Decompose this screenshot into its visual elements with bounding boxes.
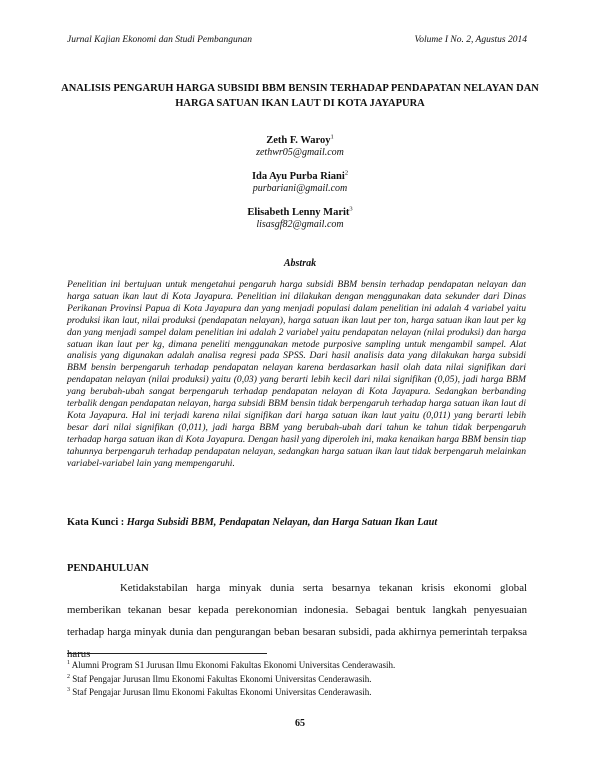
author-affiliation-mark: 2 [344, 169, 349, 177]
footnote-item [67, 685, 537, 699]
author-name: Ida Ayu Purba Riani [251, 171, 345, 182]
author-affiliation-mark: 3 [349, 205, 353, 213]
author-email: lisasgf82@gmail.com [256, 219, 344, 230]
footnotes [67, 658, 537, 699]
author-name: Zeth F. Waroy [266, 135, 331, 146]
footnote-text: Staf Pengajar Jurusan Ilmu Ekonomi Fakultas Ekonomi Universitas Cenderawasih. [72, 673, 372, 684]
author-name: Elisabeth Lenny Marit [247, 207, 350, 218]
footnote-text: Alumni Program S1 Jurusan Ilmu Ekonomi Fakultas Ekonomi Universitas Cenderawasih. [71, 660, 396, 670]
author-email: zethwr05@gmail.com [256, 147, 344, 158]
footnote-item [67, 672, 537, 686]
keywords-label: Kata Kunci : [67, 517, 125, 528]
abstract-text: Penelitian ini bertujuan untuk mengetahui pengaruh harga subsidi BBM bensin terhadap pendapatan nelayan dan harga satuan ikan laut di Kota Jayapura. Penelitian ini dilakukan dengan menggunakan data sekunder dari Dinas Perikanan Provinsi Papua di Kota Jayapura dan yang menjadi populasi dalam penelitian ini adalah 4 variabel yaitu produksi ikan laut, nilai produksi (pendapatan nelayan), harga satuan ikan laut per ton, harga satuan ikan laut per kg dan yang menjadi sampel dalam penelitian ini adalah 2 variabel yaitu pendapatan nelayan (nilai produksi) dan harga satuan ikan laut per kg, dimana peneliti menggunakan metode purposive sampling untuk mengambil sampel. Alat analisis yang digunakan adalah analisa regresi pada SPSS. Dari hasil analisis data yang dilakukan harga subsidi BBM bensin berpengaruh terhadap pendapatan nelayan karena berdasarkan hasil olah data nilai signifikan dari pendapatan nelayan (nilai produksi) yaitu (0,03) yang berarti lebih kecil dari nilai signifikan (0,05), jadi harga BBM yang berubah-ubah sangat berpengaruh terhadap pendapatan nelayan di Kota Jayapura. Sedangkan berbanding terbalik dengan pendapatan nelayan, harga subsidi BBM bensin tidak berpengaruh terhadap harga satuan ikan laut di Kota Jayapura. Hal ini terjadi karena nilai signifikan dari harga satuan ikan laut yaitu (0,011) yang berarti lebih besar dari nilai signifikan (0,011), jadi harga BBM yang berubah-ubah dari tahun ke tahun tidak berpengaruh terhadap harga satuan ikan di Kota Jayapura. Dengan hasil yang diperoleh ini, maka kenaikan harga BBM bensin tiap tahunnya berpengaruh terhadap pendapatan nelayan, sedangkan harga satuan ikan laut tidak berpengaruh melainkan variabel-variabel lain yang mempengaruhi. [67, 279, 526, 469]
running-header-volume: Volume I No. 2, Agustus 2014 [414, 35, 527, 45]
author-block-1 [0, 134, 600, 159]
footnote-item [67, 658, 537, 672]
keywords-line [67, 517, 537, 528]
running-header-journal: Jurnal Kajian Ekonomi dan Studi Pembangunan [67, 35, 252, 45]
abstract-heading: Abstrak [283, 258, 317, 269]
footnote-text: Staf Pengajar Jurusan Ilmu Ekonomi Fakultas Ekonomi Universitas Cenderawasih. [72, 687, 372, 697]
page-number: 65 [295, 718, 305, 729]
body-paragraph: Ketidakstabilan harga minyak dunia serta besarnya tekanan krisis ekonomi global memberikan tekanan besar kepada perekonomian indonesia. Sebagai bentuk langkah penyesuaian terhadap harga minyak dunia dan pengurangan beban besaran subsidi, pada akhirnya pemerintah terpaksa harus [67, 582, 527, 660]
footnote-divider [67, 653, 267, 654]
footnote-mark: 3 [67, 687, 70, 693]
author-name-line [0, 134, 600, 147]
footnote-mark: 2 [67, 673, 70, 680]
author-block-3 [0, 206, 600, 231]
section-heading: PENDAHULUAN [67, 563, 149, 574]
author-affiliation-mark: 1 [330, 133, 334, 141]
paper-title: ANALISIS PENGARUH HARGA SUBSIDI BBM BENSIN TERHADAP PENDAPATAN NELAYAN DAN HARGA SATUAN IKAN LAUT DI KOTA JAYAPURA [61, 83, 539, 109]
author-name-line [0, 170, 600, 183]
author-email: purbariani@gmail.com [252, 183, 348, 194]
author-block-2 [0, 170, 600, 195]
footnote-mark: 1 [67, 660, 70, 666]
keywords-value: Harga Subsidi BBM, Pendapatan Nelayan, dan Harga Satuan Ikan Laut [126, 517, 438, 528]
author-name-line [0, 206, 600, 219]
